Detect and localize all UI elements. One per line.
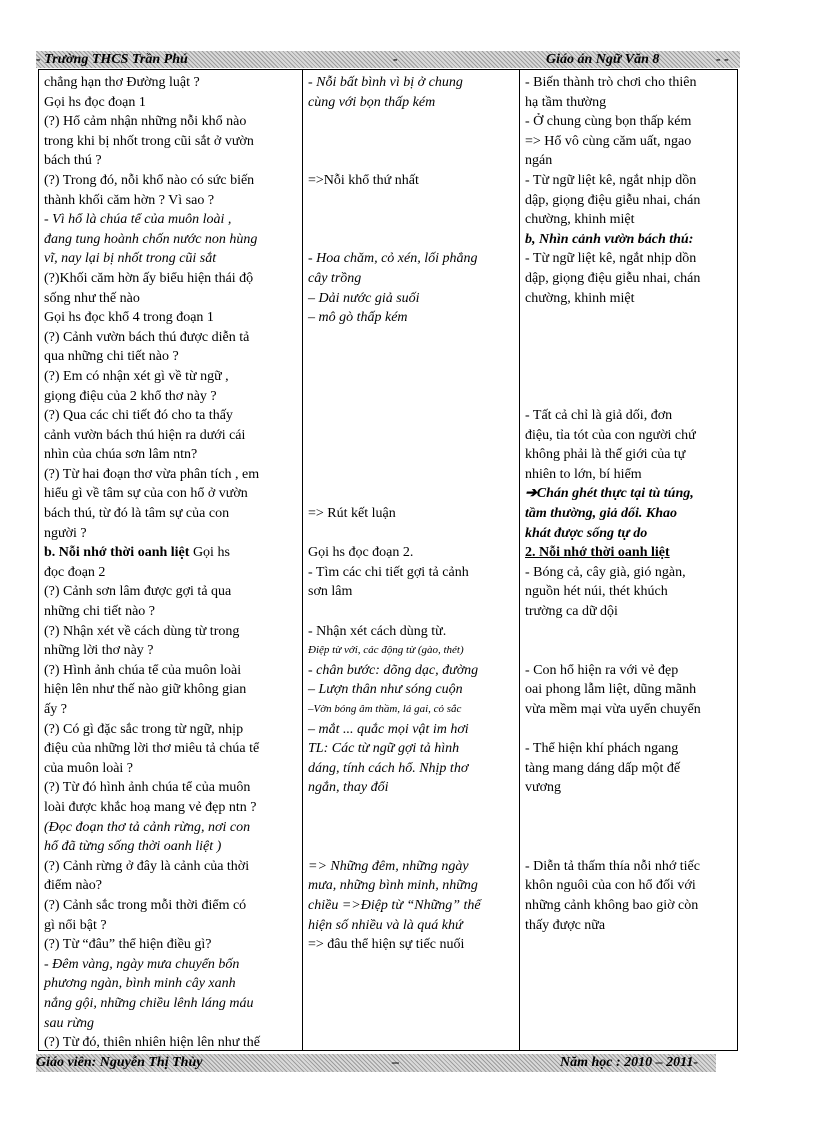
text-line: ngắn, thay đổi: [308, 780, 389, 796]
text-line: hiểu gì về tâm sự của con hổ ở vườn: [44, 486, 248, 502]
footer-dash: –: [392, 1055, 399, 1070]
conclusion-line: ➔Chán ghét thực tại tù túng,: [525, 486, 694, 502]
text-line: (?) Qua các chi tiết đó cho ta thấy: [44, 408, 233, 424]
text-line: những lời thơ này ?: [44, 643, 154, 659]
text-line: - Từ ngữ liệt kê, ngắt nhịp dồn: [525, 172, 697, 188]
text-line: => đâu thể hiện sự tiếc nuối: [308, 937, 465, 953]
text-line: (?) Từ “đâu” thể hiện điều gì?: [44, 937, 212, 953]
text-line: những chi tiết nào ?: [44, 604, 156, 620]
conclusion-line: khát được sống tự do: [525, 525, 648, 541]
header-dash: -: [393, 52, 398, 67]
text-line: vương: [525, 780, 561, 796]
text-line: chẳng hạn thơ Đường luật ?: [44, 75, 200, 90]
text-line: người ?: [44, 525, 87, 541]
text-line: của muôn loài ?: [44, 760, 134, 776]
text-line: thấy được nữa: [525, 917, 606, 933]
text-line: ấy ?: [44, 702, 67, 717]
text-line: đang tung hoành chốn nước non hùng: [44, 231, 258, 247]
text-line: chường, khinh miệt: [525, 212, 635, 228]
text-line: bách thú ?: [44, 153, 102, 169]
text-line: (?) Cảnh vườn bách thú được diễn tả: [44, 329, 250, 345]
text-line: cây trồng: [308, 270, 362, 286]
text-line: nắng gội, những chiều lênh láng máu: [44, 995, 254, 1011]
text-line: (?) Cảnh rừng ở đây là cảnh của thời: [44, 858, 250, 874]
text-line: hiện lên như thế nào giữ không gian: [44, 682, 247, 698]
text-line: dập, giọng điệu giễu nhai, chán: [525, 270, 701, 286]
text-line: (Đọc đoạn thơ tả cảnh rừng, nơi con: [44, 819, 251, 835]
text-line: giọng điệu của 2 khổ thơ này ?: [44, 388, 217, 404]
text-line: (?)Khối căm hờn ấy biểu hiện thái độ: [44, 270, 254, 286]
text-span: Gọi hs: [189, 545, 230, 561]
text-line: => Những đêm, những ngày: [308, 858, 469, 874]
text-line: (?) Cảnh sắc trong mỗi thời điểm có: [44, 897, 247, 913]
text-line: chường, khinh miệt: [525, 290, 635, 306]
text-line: - Hoa chăm, cỏ xén, lối phẳng: [308, 251, 478, 267]
student-activity-column: [308, 73, 513, 955]
text-line: sống như thế nào: [44, 290, 140, 306]
text-line: vĩ, nay lại bị nhốt trong cũi sắt: [44, 251, 217, 267]
text-line: (?) Hình ảnh chúa tể của muôn loài: [44, 662, 242, 678]
conclusion-line: tầm thường, giả dối. Khao: [525, 506, 678, 522]
text-line: - Thể hiện khí phách ngang: [525, 741, 679, 757]
text-line: (?) Cảnh sơn lâm được gợi tả qua: [44, 584, 232, 600]
lesson-table: [38, 69, 738, 1051]
text-line: hiện số nhiều và là quá khứ: [308, 917, 463, 933]
text-line: - Nỗi bất bình vì bị ở chung: [308, 75, 463, 90]
text-line: =>Nỗi khổ thứ nhất: [308, 172, 419, 188]
text-line: sơn lâm: [308, 584, 353, 600]
text-line: => Rút kết luận: [308, 506, 396, 522]
text-line: Gọi hs đọc khổ 4 trong đoạn 1: [44, 310, 214, 326]
text-line: gì nổi bật ?: [44, 917, 107, 933]
text-line: cảnh vườn bách thú hiện ra dưới cái: [44, 427, 246, 443]
text-line: đọc đoạn 2: [44, 564, 106, 580]
text-line: (?) Nhận xét về cách dùng từ trong: [44, 623, 240, 639]
text-line: bách thú, từ đó là tâm sự của con: [44, 506, 230, 522]
section-heading: b. Nỗi nhớ thời oanh liệt: [44, 545, 190, 561]
column-divider: [302, 70, 303, 1050]
page-footer: [36, 1054, 716, 1072]
page-header: [36, 51, 740, 68]
text-line: chiều =>Điệp từ “Những” thể: [308, 897, 481, 913]
text-line: không phải là thế giới của tự: [525, 447, 686, 463]
header-trail: - -: [716, 52, 729, 67]
text-line: - Biến thành trò chơi cho thiên: [525, 75, 697, 90]
lesson-plan-title: Giáo án Ngữ Văn 8: [546, 52, 660, 67]
text-line: nguồn hét núi, thét khúch: [525, 584, 668, 600]
text-line: (?) Trong đó, nỗi khổ nào có sức biến: [44, 172, 255, 188]
text-line: - Ở chung cùng bọn thấp kém: [525, 114, 692, 130]
text-line: trong khi bị nhốt trong cũi sắt ở vườn: [44, 133, 254, 149]
text-line: vừa mềm mại vừa uyển chuyển: [525, 702, 701, 717]
text-line: - Đêm vàng, ngày mưa chuyển bốn: [44, 956, 240, 972]
text-line: - Nhận xét cách dùng từ.: [308, 623, 447, 639]
text-line: trường ca dữ dội: [525, 604, 618, 620]
text-line: (?) Từ hai đoạn thơ vừa phân tích , em: [44, 466, 260, 482]
arrow-right-icon: ➔: [525, 486, 537, 502]
text-line: cùng với bọn thấp kém: [308, 94, 436, 110]
text-line: Gọi hs đọc đoạn 1: [44, 94, 146, 110]
text-line: (?) Có gì đặc sắc trong từ ngữ, nhịp: [44, 721, 244, 737]
text-line: điểm nào?: [44, 878, 102, 894]
text-line: Gọi hs đọc đoạn 2.: [308, 545, 414, 561]
text-line: - Diễn tả thấm thía nỗi nhớ tiếc: [525, 858, 700, 874]
text-line: thành khối căm hờn ? Vì sao ?: [44, 192, 215, 208]
text-line: sau rừng: [44, 1015, 95, 1031]
text-line: những cảnh không bao giờ còn: [525, 897, 699, 913]
text-line: loài được khắc hoạ mang vẻ đẹp ntn ?: [44, 799, 257, 815]
school-year: Năm học : 2010 – 2011-: [560, 1055, 699, 1070]
column-divider: [519, 70, 520, 1050]
text-line: (?) Hổ cảm nhận những nỗi khổ nào: [44, 114, 247, 130]
text-line: - Vì hổ là chúa tể của muôn loài ,: [44, 212, 232, 228]
text-line: [44, 543, 294, 563]
text-line: dáng, tính cách hổ. Nhịp thơ: [308, 760, 469, 776]
text-line: tàng mang dáng dấp một đế: [525, 760, 681, 776]
text-line: (?) Em có nhận xét gì về từ ngữ ,: [44, 368, 229, 384]
text-line: mưa, những bình minh, những: [308, 878, 478, 894]
text-line: Điệp từ với, các động từ (gào, thét): [308, 644, 464, 657]
teacher-activity-column: [44, 73, 294, 1053]
text-line: - Từ ngữ liệt kê, ngắt nhịp dồn: [525, 251, 697, 267]
text-line: dập, giọng điệu giễu nhai, chán: [525, 192, 701, 208]
text-line: – mắt ... quắc mọi vật im hơi: [308, 721, 469, 737]
text-line: => Hổ vô cùng căm uất, ngao: [525, 133, 692, 149]
text-line: phương ngàn, bình minh cây xanh: [44, 976, 236, 992]
text-line: (?) Từ đó, thiên nhiên hiện lên như thế: [44, 1035, 260, 1051]
school-name: - Trường THCS Trần Phú: [36, 52, 188, 67]
text-line: ngán: [525, 153, 553, 169]
text-line: – mô gò thấp kém: [308, 310, 408, 326]
text-line: – Dải nước giả suối: [308, 290, 420, 306]
teacher-name: Giáo viên: Nguyễn Thị Thùy: [36, 1055, 203, 1070]
text-line: nhìn của chúa sơn lâm ntn?: [44, 447, 198, 463]
text-line: điệu, tỉa tót của con người chứ: [525, 427, 696, 443]
text-line: - Tìm các chi tiết gợi tả cảnh: [308, 564, 469, 580]
text-line: TL: Các từ ngữ gợi tả hình: [308, 741, 460, 757]
text-line: nhiên to lớn, bí hiểm: [525, 466, 642, 482]
text-line: hạ tầm thường: [525, 94, 607, 110]
text-line: - Tất cả chỉ là giả dối, đơn: [525, 408, 673, 424]
text-line: – Lượn thân như sóng cuộn: [308, 682, 463, 698]
text-line: hổ đã từng sống thời oanh liệt ): [44, 839, 222, 855]
text-line: oai phong lẫm liệt, dũng mãnh: [525, 682, 697, 698]
section-heading: 2. Nỗi nhớ thời oanh liệt: [525, 545, 670, 561]
text-line: –Vờn bóng âm thầm, lá gai, cỏ sắc: [308, 703, 462, 715]
text-line: điệu của những lời thơ miêu tả chúa tể: [44, 741, 260, 757]
lesson-content-column: [525, 73, 733, 935]
text-line: khôn nguôi của con hổ đối với: [525, 878, 696, 894]
text-line: qua những chi tiết nào ?: [44, 349, 179, 365]
section-heading: b, Nhìn cảnh vườn bách thú:: [525, 231, 694, 247]
text-line: - Con hổ hiện ra với vẻ đẹp: [525, 662, 679, 678]
text-line: (?) Từ đó hình ảnh chúa tể của muôn: [44, 780, 251, 796]
text-line: - chân bước: dõng dạc, đường: [308, 662, 479, 678]
text-line: - Bóng cả, cây già, gió ngàn,: [525, 564, 686, 580]
